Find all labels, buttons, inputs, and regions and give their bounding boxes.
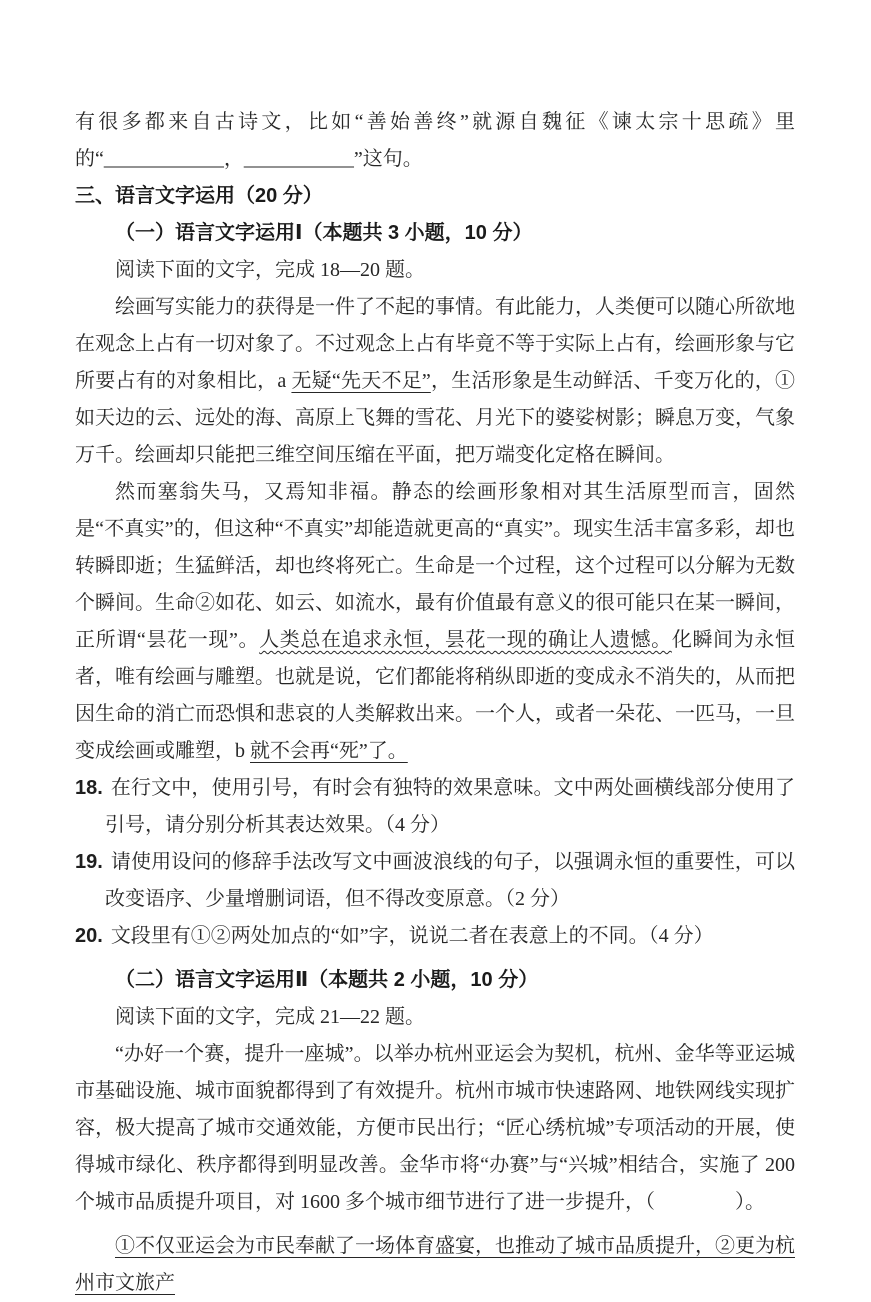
passage2-underlined-line xyxy=(75,1228,795,1302)
passage1-text: 化瞬间为永恒者，唯有绘画与雕塑。也就是说，它们都能将稍纵即逝的变成永不消失的，从而把因生命的消亡而恐惧和悲哀的人类解救出来。一个人，或者一朵花、一匹马，一旦变成绘画或雕塑，b xyxy=(75,629,796,762)
passage1-paragraph-1 xyxy=(75,289,795,474)
wavy-underlined-sentence: 人类总在追求永恒，昙花一现的确让人遗憾。 xyxy=(259,629,672,651)
passage1-text: ，生活形象是生动鲜活、千变万化的，①如天边的云、远处的海、高原上飞舞的雪花、月光下的婆娑树影；瞬息万变，气象万千。绘画却只能把三维空间压缩在平面，把万端变化定格在瞬间。 xyxy=(75,370,795,466)
question-20-text: 文段里有①②两处加点的“如”字，说说二者在表意上的不同。（4 分） xyxy=(110,925,714,947)
part1-heading: （一）语言文字运用Ⅰ（本题共 3 小题，10 分） xyxy=(115,222,533,244)
section-heading: 三、语言文字运用（20 分） xyxy=(75,185,323,207)
part2-instruction: 阅读下面的文字，完成 21—22 题。 xyxy=(115,1006,425,1028)
question-18-number: 18. xyxy=(75,777,103,799)
passage1-text: 然而塞翁失马，又焉知非福。静态的绘画形象相对其生活原型而言，固然是“不真实”的，但这种“不真实”却能造就更高的“真实”。现实生活丰富多彩，却也转瞬即逝；生猛鲜活，却也终将死亡。生命是一个过程，这个过程可以分解为无数个瞬间。生命②如花、如云、如流水，最有价值最有意义的很可能只在某一瞬间，正所谓“昙花一现”。 xyxy=(75,481,795,651)
passage1-paragraph-2 xyxy=(75,474,795,770)
passage2-paragraph: “办好一个赛，提升一座城”。以举办杭州亚运会为契机，杭州、金华等亚运城市基础设施、城市面貌都得到了有效提升。杭州市城市快速路网、地铁网线实现扩容，极大提高了城市交通效能，方便市民出行；“匠心绣杭城”专项活动的开展，使得城市绿化、秩序都得到明显改善。金华市将“办赛”与“兴城”相结合，实施了 200 个城市品质提升项目，对 1600 多个城市细节进行了进一步提升，（ ）。 xyxy=(75,1043,795,1213)
question-19-number: 19. xyxy=(75,851,103,873)
question-19-text: 请使用设问的修辞手法改写文中画波浪线的句子，以强调永恒的重要性，可以改变语序、少量增删词语，但不得改变原意。（2 分） xyxy=(105,851,795,910)
question-19 xyxy=(75,844,795,918)
part2-heading: （二）语言文字运用Ⅱ（本题共 2 小题，10 分） xyxy=(115,969,539,991)
underlined-phrase-a: 无疑“先天不足” xyxy=(291,370,431,392)
part1-instruction: 阅读下面的文字，完成 18—20 题。 xyxy=(115,259,425,281)
question-18 xyxy=(75,770,795,844)
passage1-text: 绘画写实能力的获得是一件了不起的事情。有此能力，人类便可以随心所欲地在观念上占有一切对象了。不过观念上占有毕竟不等于实际上占有，绘画形象与它所要占有的对象相比，a xyxy=(75,296,795,392)
intro-paragraph: 有很多都来自古诗文，比如“善始善终”就源自魏征《谏太宗十思疏》里的“____________，___________”这句。 xyxy=(75,111,795,170)
question-20 xyxy=(75,918,795,955)
question-18-text: 在行文中，使用引号，有时会有独特的效果意味。文中两处画横线部分使用了引号，请分别分析其表达效果。（4 分） xyxy=(105,777,795,836)
question-20-number: 20. xyxy=(75,925,103,947)
underlined-sentence-continuation: ①不仅亚运会为市民奉献了一场体育盛宴，也推动了城市品质提升，②更为杭州市文旅产 xyxy=(75,1235,795,1294)
underlined-phrase-b: 就不会再“死”了。 xyxy=(250,740,408,762)
